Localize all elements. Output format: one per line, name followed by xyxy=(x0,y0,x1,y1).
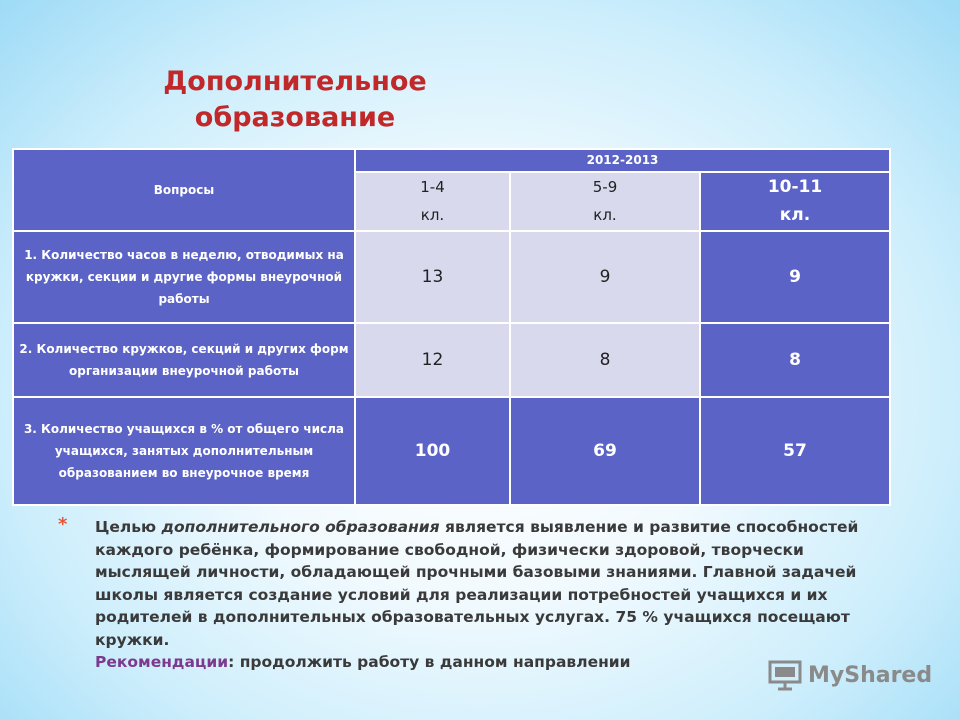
row-value: 9 xyxy=(510,231,700,323)
goal-start: Целью xyxy=(95,518,162,536)
row-question: 1. Количество часов в неделю, отводимых на кружки, секции и другие формы внеурочной работы xyxy=(13,231,355,323)
grade-line-1: 5-9 xyxy=(592,178,618,197)
grade-header xyxy=(355,172,510,231)
header-questions: Вопросы xyxy=(13,149,355,231)
row-value: 57 xyxy=(700,397,890,505)
row-value: 8 xyxy=(510,323,700,397)
table-row xyxy=(13,323,890,397)
title-line-1: Дополнительное xyxy=(163,66,427,97)
goal-rest: является выявление и развитие способностей каждого ребёнка, формирование свободной, физически здоровой, творчески мыслящей личности, обладающей прочными базовыми знаниями. Главной задачей школы является создание условий для реализации потребностей учащихся и их родителей в дополнительных образовательных услугах. 75 % учащихся посещают кружки. xyxy=(95,518,859,649)
goal-emphasis: дополнительного образования xyxy=(161,518,440,536)
presentation-board-icon xyxy=(768,659,802,691)
goal-text xyxy=(95,516,895,651)
grade-header xyxy=(510,172,700,231)
row-value: 8 xyxy=(700,323,890,397)
recommendation-label: Рекомендации xyxy=(95,653,229,671)
recommendation-text: : продолжить работу в данном направлении xyxy=(228,653,631,671)
notes-paragraph xyxy=(95,516,895,674)
grade-line-2: кл. xyxy=(420,206,445,225)
row-value: 13 xyxy=(355,231,510,323)
watermark-text: MyShared xyxy=(808,662,933,688)
header-row-year xyxy=(13,149,890,172)
grade-line-2: кл. xyxy=(779,205,811,226)
row-question: 2. Количество кружков, секций и других форм организации внеурочной работы xyxy=(13,323,355,397)
row-value: 9 xyxy=(700,231,890,323)
grade-line-1: 10-11 xyxy=(767,177,823,198)
grade-line-2: кл. xyxy=(593,206,617,225)
watermark-logo xyxy=(768,658,932,692)
title-line-2: образование xyxy=(194,102,396,133)
table-row xyxy=(13,231,890,323)
grade-header xyxy=(700,172,890,231)
row-value: 100 xyxy=(355,397,510,505)
grade-line-1: 1-4 xyxy=(420,178,445,197)
row-question: 3. Количество учащихся в % от общего числа учащихся, занятых дополнительным образованием во внеурочное время xyxy=(13,397,355,505)
slide-title xyxy=(140,64,450,136)
bullet-icon: * xyxy=(58,514,68,535)
row-value: 69 xyxy=(510,397,700,505)
row-value: 12 xyxy=(355,323,510,397)
header-year: 2012-2013 xyxy=(355,149,890,172)
education-table xyxy=(12,148,891,506)
table-row xyxy=(13,397,890,505)
